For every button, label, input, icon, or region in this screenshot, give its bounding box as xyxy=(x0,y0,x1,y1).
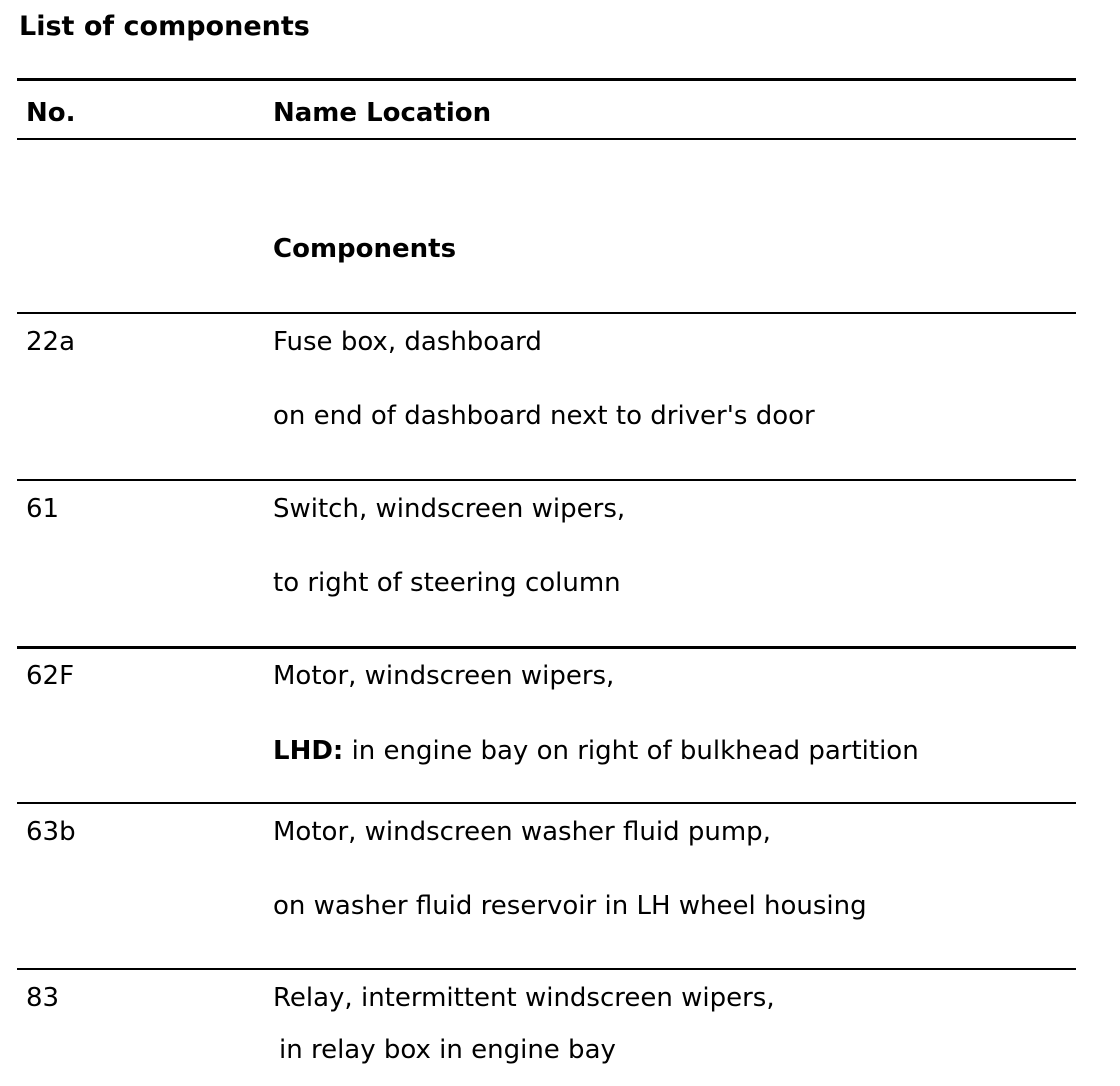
row-number: 22a xyxy=(26,327,76,357)
row-location: on end of dashboard next to driver's door xyxy=(273,401,815,431)
row-divider xyxy=(17,312,1076,314)
row-divider xyxy=(17,802,1076,804)
section-heading: Components xyxy=(273,234,457,264)
document-title: List of components xyxy=(19,11,310,42)
row-name: Relay, intermittent windscreen wipers, xyxy=(273,983,775,1013)
row-location: on washer fluid reservoir in LH wheel housing xyxy=(273,891,867,921)
row-name: Motor, windscreen wipers, xyxy=(273,661,615,691)
row-name: Switch, windscreen wipers, xyxy=(273,494,626,524)
row-location: in engine bay on right of bulkhead partition xyxy=(351,736,919,766)
row-name: Motor, windscreen washer fluid pump, xyxy=(273,817,771,847)
row-number: 62F xyxy=(26,661,75,691)
row-number: 63b xyxy=(26,817,76,847)
row-divider xyxy=(17,479,1076,481)
row-divider xyxy=(17,968,1076,970)
row-divider xyxy=(17,646,1076,649)
header-bottom-rule xyxy=(17,138,1076,140)
table-top-rule xyxy=(17,78,1076,81)
location-prefix: LHD: xyxy=(273,736,344,766)
row-location-line xyxy=(273,735,919,767)
row-number: 83 xyxy=(26,983,60,1013)
row-name: Fuse box, dashboard xyxy=(273,327,542,357)
row-number: 61 xyxy=(26,494,60,524)
row-location: in relay box in engine bay xyxy=(279,1035,616,1065)
row-location: to right of steering column xyxy=(273,568,621,598)
header-no: No. xyxy=(26,98,76,128)
header-name-location: Name Location xyxy=(273,98,492,128)
